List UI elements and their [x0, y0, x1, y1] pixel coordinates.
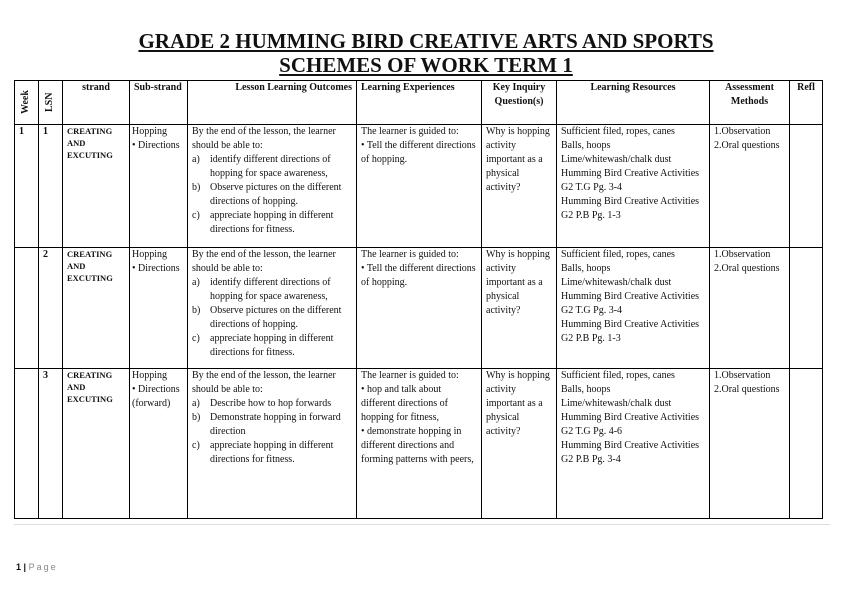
- outcome-item: b) Observe pictures on the different directions of hopping.: [192, 305, 342, 330]
- header-experiences: Learning Experiences: [357, 81, 482, 125]
- experiences-cell: [357, 369, 482, 519]
- header-sub-strand: Sub-strand: [130, 81, 188, 125]
- outcomes-intro: By the end of the lesson, the learner should be able to:: [192, 126, 336, 151]
- resources-cell: [557, 369, 710, 519]
- lsn-cell: 1: [39, 125, 63, 248]
- outcome-item: c) appreciate hopping in different directions for fitness.: [192, 440, 334, 465]
- outcomes-cell: [188, 125, 357, 248]
- resource-line: Sufficient filed, ropes, canes: [561, 370, 675, 381]
- assessment-cell: [710, 248, 790, 369]
- experience-line: • Tell the different directions of hopping.: [361, 140, 476, 165]
- sub-strand-line: Hopping: [132, 249, 167, 260]
- sub-strand-line: Hopping: [132, 370, 167, 381]
- sub-strand-line: • Directions: [132, 140, 180, 151]
- resource-line: Sufficient filed, ropes, canes: [561, 126, 675, 137]
- experience-line: • demonstrate hopping in different directions and forming patterns with peers,: [361, 426, 474, 465]
- assessment-cell: [710, 369, 790, 519]
- page-footer: 1 | Page: [16, 562, 58, 572]
- reflection-cell: [790, 248, 823, 369]
- experience-line: • hop and talk about different directions of hopping for fitness,: [361, 384, 449, 423]
- experiences-cell: [357, 125, 482, 248]
- resource-line: Balls, hoops: [561, 140, 611, 151]
- sub-strand-cell: [130, 125, 188, 248]
- schemes-table: [14, 80, 823, 519]
- outcome-item: a) Describe how to hop forwards: [192, 398, 332, 409]
- assessment-line: 1.Observation: [714, 126, 771, 137]
- strand-cell: CREATING AND EXCUTING: [63, 369, 130, 519]
- resources-cell: [557, 248, 710, 369]
- outcome-item: b) Observe pictures on the different directions of hopping.: [192, 182, 342, 207]
- assessment-line: 1.Observation: [714, 249, 771, 260]
- table-row: [15, 369, 823, 519]
- header-week: Week: [15, 81, 39, 125]
- sub-strand-line: Hopping: [132, 126, 167, 137]
- outcome-item: b) Demonstrate hopping in forward direction: [192, 412, 341, 437]
- outcome-item: a) identify different directions of hopping for space awareness,: [192, 277, 331, 302]
- document-title: GRADE 2 HUMMING BIRD CREATIVE ARTS AND SPORTS: [138, 29, 714, 53]
- resource-line: Humming Bird Creative Activities G2 P.B Pg. 1-3: [561, 196, 700, 221]
- header-inquiry: Key Inquiry Question(s): [482, 81, 557, 125]
- header-outcomes: Lesson Learning Outcomes: [188, 81, 357, 125]
- assessment-cell: [710, 125, 790, 248]
- week-cell: [15, 248, 39, 369]
- resource-line: Lime/whitewash/chalk dust: [561, 277, 672, 288]
- strand-cell: CREATING AND EXCUTING: [63, 248, 130, 369]
- outcomes-intro: By the end of the lesson, the learner should be able to:: [192, 370, 336, 395]
- header-assessment: Assessment Methods: [710, 81, 790, 125]
- week-cell: 1: [15, 125, 39, 248]
- sub-strand-cell: [130, 248, 188, 369]
- inquiry-cell: Why is hopping activity important as a physical activity?: [482, 369, 557, 519]
- sub-strand-cell: [130, 369, 188, 519]
- header-strand: strand: [63, 81, 130, 125]
- inquiry-cell: Why is hopping activity important as a physical activity?: [482, 248, 557, 369]
- sub-strand-line: • Directions: [132, 263, 180, 274]
- experience-line: The learner is guided to:: [361, 126, 459, 137]
- header-lsn: LSN: [39, 81, 63, 125]
- lsn-cell: 3: [39, 369, 63, 519]
- strand-cell: CREATING AND EXCUTING: [63, 125, 130, 248]
- header-row: [15, 81, 823, 125]
- resource-line: Balls, hoops: [561, 263, 611, 274]
- assessment-line: 2.Oral questions: [714, 384, 780, 395]
- resource-line: Balls, hoops: [561, 384, 611, 395]
- outcomes-intro: By the end of the lesson, the learner should be able to:: [192, 249, 336, 274]
- outcomes-cell: [188, 369, 357, 519]
- reflection-cell: [790, 125, 823, 248]
- resource-line: Humming Bird Creative Activities G2 T.G Pg. 3-4: [561, 291, 700, 316]
- header-resources: Learning Resources: [557, 81, 710, 125]
- resource-line: Humming Bird Creative Activities G2 P.B Pg. 1-3: [561, 319, 700, 344]
- resources-cell: [557, 125, 710, 248]
- week-cell: [15, 369, 39, 519]
- sub-strand-line: • Directions: [132, 384, 180, 395]
- resource-line: Sufficient filed, ropes, canes: [561, 249, 675, 260]
- outcomes-cell: [188, 248, 357, 369]
- experience-line: • Tell the different directions of hopping.: [361, 263, 476, 288]
- header-reflection: Refl: [790, 81, 823, 125]
- experiences-cell: [357, 248, 482, 369]
- page-divider: [14, 524, 830, 525]
- resource-line: Lime/whitewash/chalk dust: [561, 398, 672, 409]
- table-row: [15, 125, 823, 248]
- table-row: [15, 248, 823, 369]
- sub-strand-line: (forward): [132, 398, 171, 409]
- document-subtitle: SCHEMES OF WORK TERM 1: [279, 53, 573, 77]
- resource-line: Humming Bird Creative Activities G2 T.G Pg. 3-4: [561, 168, 700, 193]
- experience-line: The learner is guided to:: [361, 249, 459, 260]
- outcome-item: c) appreciate hopping in different directions for fitness.: [192, 210, 334, 235]
- outcome-item: a) identify different directions of hopping for space awareness,: [192, 154, 331, 179]
- resource-line: Humming Bird Creative Activities G2 P.B Pg. 3-4: [561, 440, 700, 465]
- lsn-cell: 2: [39, 248, 63, 369]
- inquiry-cell: Why is hopping activity important as a physical activity?: [482, 125, 557, 248]
- experience-line: The learner is guided to:: [361, 370, 459, 381]
- assessment-line: 2.Oral questions: [714, 263, 780, 274]
- resource-line: Humming Bird Creative Activities G2 T.G Pg. 4-6: [561, 412, 700, 437]
- outcome-item: c) appreciate hopping in different directions for fitness.: [192, 333, 334, 358]
- resource-line: Lime/whitewash/chalk dust: [561, 154, 672, 165]
- assessment-line: 1.Observation: [714, 370, 771, 381]
- reflection-cell: [790, 369, 823, 519]
- assessment-line: 2.Oral questions: [714, 140, 780, 151]
